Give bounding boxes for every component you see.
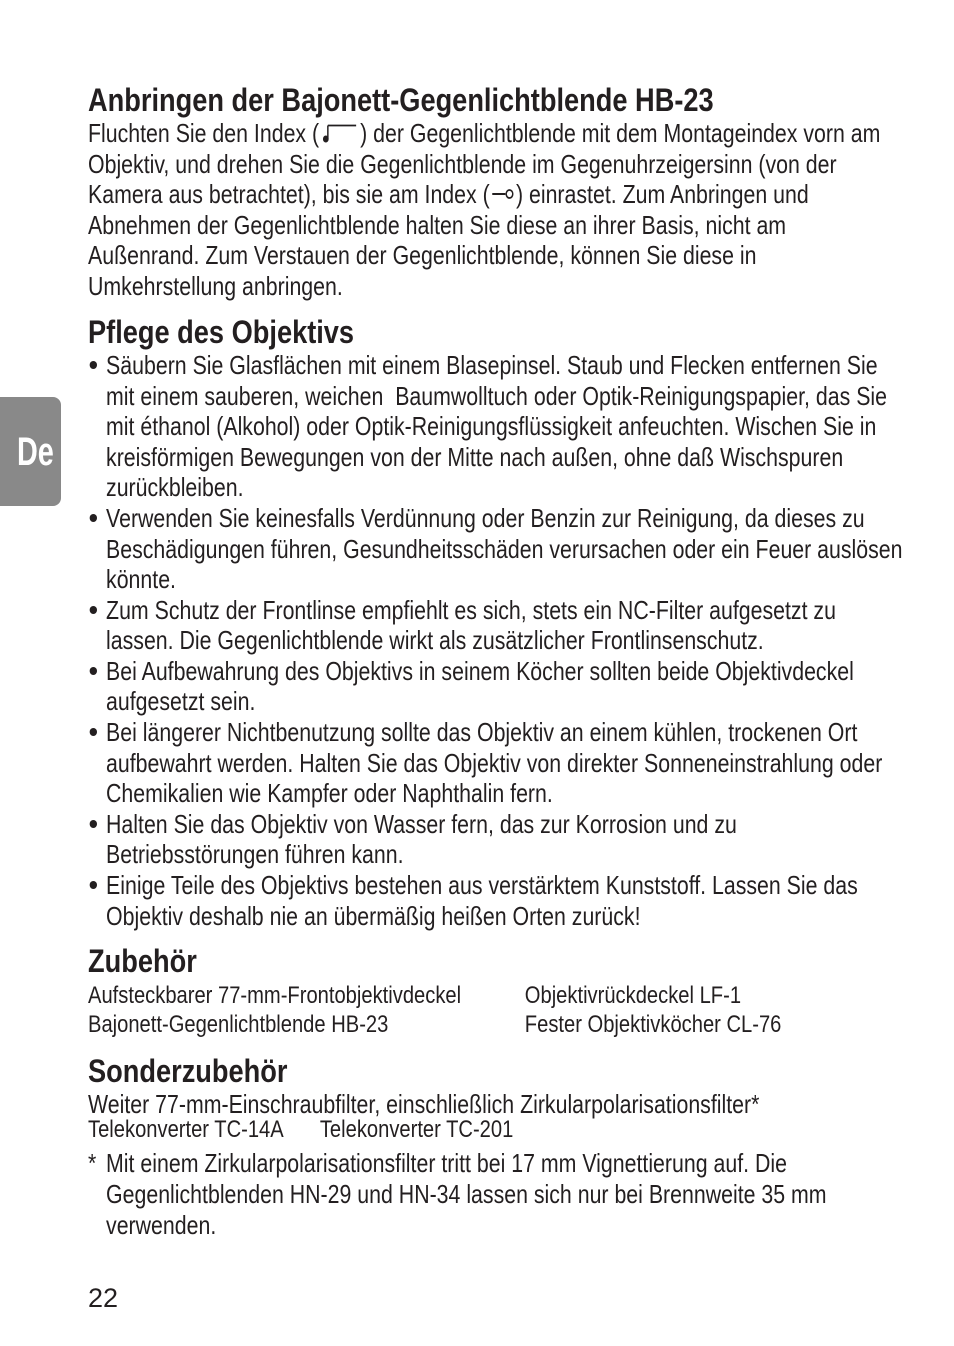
accessories-row [88,981,794,1010]
care-bullet-line [88,594,836,626]
care-bullet-line: Beschädigungen führen, Gesundheitsschäden verursachen oder ein Feuer auslösen [106,533,903,564]
care-bullet-line [88,870,858,901]
page-content [88,82,928,1240]
footnote-line [88,1148,787,1179]
care-bullet-line: Objektiv deshalb nie an übermäßig heißen Orten zurück! [106,900,641,931]
accessory-item: Fester Objektivköcher CL-76 [524,1010,782,1038]
care-bullet-line: Chemikalien wie Kampfer oder Naphthalin fern. [106,778,553,809]
care-bullet-line [88,717,858,748]
care-bullet-line: aufbewahrt werden. Halten Sie das Objektiv von direkter Sonneneinstrahlung oder [106,747,883,778]
section-heading-optional-accessories: Sonderzubehör [88,1052,288,1089]
bullet-icon [90,514,97,522]
language-tab-label: De [17,430,54,474]
page-number: 22 [88,1283,119,1313]
care-bullet-line: Betriebsstörungen führen kann. [106,839,404,870]
accessory-item: Objektivrückdeckel LF-1 [524,981,742,1009]
teleconverter-item: Telekonverter TC-14A [88,1116,284,1144]
care-bullet-line [88,502,865,534]
footnote-line: verwenden. [106,1209,217,1240]
care-bullet-line: zurückbleiben. [106,472,244,503]
teleconverters-line [88,1116,794,1144]
care-bullet-line: könnte. [106,564,176,595]
mounting-text-line: Abnehmen der Gegenlichtblende halten Sie diese an ihrer Basis, nicht am [88,209,787,240]
optional-filters-line: Weiter 77-mm-Einschraubfilter, einschließlich Zirkularpolarisationsfilter* [88,1088,760,1119]
care-bullet-text: Bei Aufbewahrung des Objektivs in seinem Köcher sollten beide Objektivdeckel [106,655,854,686]
mounting-text-line [88,118,881,149]
hood-alignment-index-icon [319,122,360,144]
care-bullet-line [88,349,878,381]
bullet-icon [90,728,97,736]
accessory-item: Bajonett-Gegenlichtblende HB-23 [88,1010,389,1038]
care-bullet-text: Zum Schutz der Frontlinse empfiehlt es sich, stets ein NC-Filter aufgesetzt zu [106,594,836,625]
care-bullet-line: kreisförmigen Bewegungen von der Mitte nach außen, ohne daß Wischspuren [106,441,844,472]
teleconverter-item: Telekonverter TC-201 [319,1116,514,1144]
footnote-line: Gegenlichtblenden HN-29 und HN-34 lassen sich nur bei Brennweite 35 mm [106,1179,827,1210]
bullet-icon [90,361,97,369]
care-bullet-line: mit einem sauberen, weichen Baumwolltuch oder Optik-Reinigungspapier, das Sie [106,380,888,411]
mounting-text-segment: ) einrastet. Zum Anbringen und [515,179,809,210]
care-bullet-line: mit éthanol (Alkohol) oder Optik-Reinigungsflüssigkeit anfeuchten. Wischen Sie in [106,411,877,442]
mounting-text-segment: Fluchten Sie den Index ( [88,118,320,148]
hood-lock-index-icon [490,183,516,205]
care-bullet-line: lassen. Die Gegenlichtblende wirkt als zusätzlicher Frontlinsenschutz. [106,625,764,656]
section-heading-accessories: Zubehör [88,942,197,979]
accessories-row [88,1010,794,1039]
care-bullet-text: Verwenden Sie keinesfalls Verdünnung oder Benzin zur Reinigung, da dieses zu [106,502,865,533]
care-bullet-line [88,655,854,687]
mounting-text-segment: Kamera aus betrachtet), bis sie am Index ( [88,179,490,210]
section-heading-care: Pflege des Objektivs [88,313,355,350]
footnote-text: Mit einem Zirkularpolarisationsfilter tritt bei 17 mm Vignettierung auf. Die [106,1148,787,1179]
bullet-icon [90,667,97,675]
care-bullet-line: aufgesetzt sein. [106,686,256,717]
care-bullet-line [88,809,777,840]
bullet-icon [90,881,97,889]
bullet-icon [90,606,97,614]
care-bullet-text: Bei längerer Nichtbenutzung sollte das Objektiv an einem kühlen, trockenen Ort [106,717,858,748]
footnote-marker: * [88,1148,97,1179]
mounting-text-line: Umkehrstellung anbringen. [88,270,343,301]
accessory-item: Aufsteckbarer 77-mm-Frontobjektivdeckel [88,981,462,1009]
language-tab [0,397,61,506]
care-bullet-text: Säubern Sie Glasflächen mit einem Blasepinsel. Staub und Flecken entfernen Sie [106,349,878,380]
care-bullet-text: Halten Sie das Objektiv von Wasser fern, das zur Korrosion und zu [106,808,737,839]
mounting-text-line: Objektiv, und drehen Sie die Gegenlichtblende im Gegenuhrzeigersinn (von der [88,148,837,179]
care-bullet-text: Einige Teile des Objektivs bestehen aus verstärktem Kunststoff. Lassen Sie das [106,870,858,901]
bullet-icon [90,820,97,828]
mounting-text-segment: ) der Gegenlichtblende mit dem Montageindex vorn am [360,118,881,148]
mounting-text-line [88,179,809,210]
section-heading-mounting: Anbringen der Bajonett-Gegenlichtblende HB-23 [88,82,714,118]
mounting-text-line: Außenrand. Zum Verstauen der Gegenlichtblende, können Sie diese in [88,240,757,271]
